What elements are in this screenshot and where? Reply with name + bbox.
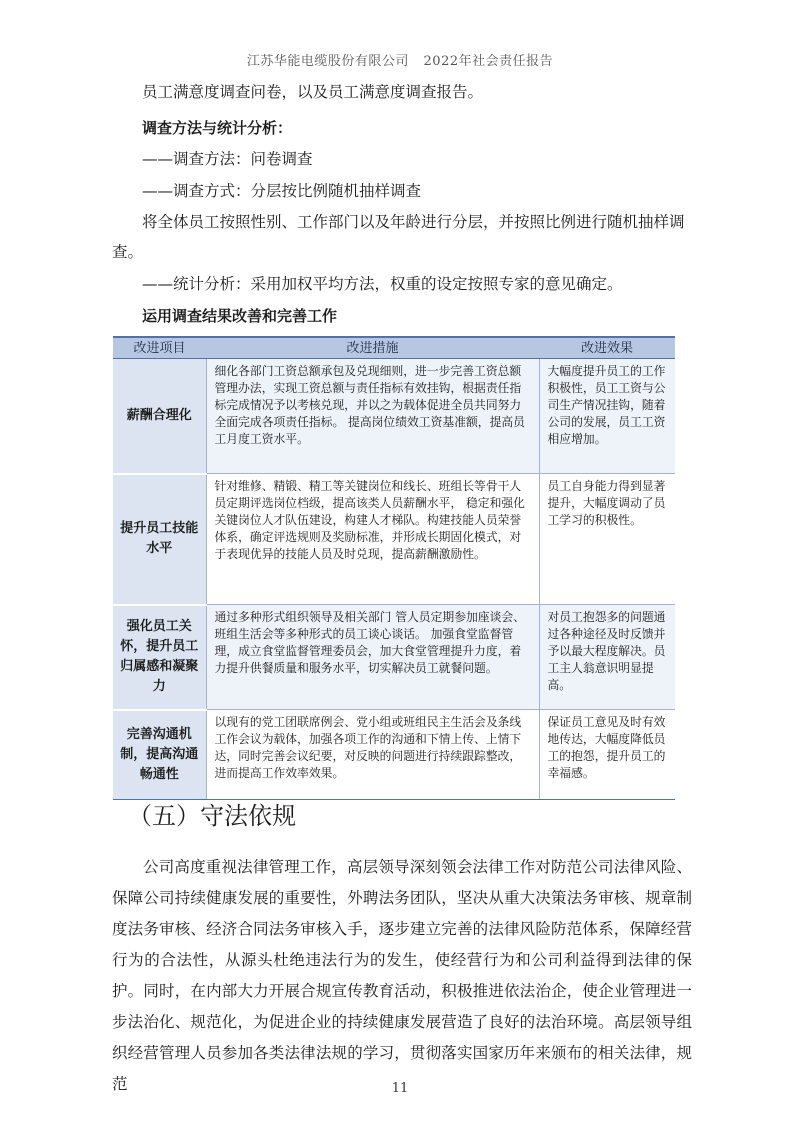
header-company: 江苏华能电缆股份有限公司 <box>246 54 409 69</box>
table-row <box>113 710 675 800</box>
measure-cell: 细化各部门工资总额承包及兑现细则，进一步完善工资总额管理办法，实现工资总额与责任指标有效挂钩，根据责任指标完成情况予以考核兑现，并以之为载体促进全员共同努力全面完成各项责任指标。 提高岗位绩效工资基准额，提高员工月度工资水平。 <box>206 359 539 474</box>
measure-cell: 通过多种形式组织领导及相关部门 管人员定期参加座谈会、班组生活会等多种形式的员工谈心谈话。 加强食堂监督管理，成立食堂监督管理委员会，加大食堂管理提升力度，着力提升供餐质量和服务水平，切实解决员工就餐问题。 <box>206 605 539 710</box>
improvement-table <box>113 336 675 800</box>
item-cell: 薪酬合理化 <box>113 359 206 474</box>
col-header-effect: 改进效果 <box>539 337 675 359</box>
measure-cell: 以现有的党工团联席例会、党小组或班组民主生活会及条线工作会议为载体，加强各项工作的沟通和下情上传、上情下达，同时完善会议纪要，对反映的问题进行持续跟踪整改，进而提高工作效率效果。 <box>206 710 539 800</box>
item-cell: 强化员工关怀，提升员工归属感和凝聚力 <box>113 605 206 710</box>
effect-cell: 保证员工意见及时有效地传达，大幅度降低员工的抱怨，提升员工的幸福感。 <box>539 710 675 800</box>
effect-cell: 对员工抱怨多的问题通过各种途径及时反馈并予以最大程度解决。员工主人翁意识明显提高。 <box>539 605 675 710</box>
col-header-item: 改进项目 <box>113 337 206 359</box>
header-report: 2022年社会责任报告 <box>423 54 554 69</box>
effect-cell: 大幅度提升员工的工作积极性，员工工资与公司生产情况挂钩，随着公司的发展，员工工资相应增加。 <box>539 359 675 474</box>
apply-heading: 运用调查结果改善和完善工作 <box>142 307 338 325</box>
section-body: 公司高度重视法律管理工作，高层领导深刻领会法律工作对防范公司法律风险、保障公司持续健康发展的重要性，外聘法务团队，坚决从重大决策法务审核、规章制度法务审核、经济合同法务审核入手，逐步建立完善的法律风险防范体系，保障经营行为的合法性，从源头杜绝违法行为的发生，使经营行为和公司利益得到法律的保护。同时，在内部大力开展合规宣传教育活动，积极推进依法治企，使企业管理进一步法治化、规范化，为促进企业的持续健康发展营造了良好的法治环境。高层领导组织经营管理人员参加各类法律法规的学习，贯彻落实国家历年来颁布的相关法律，规范 <box>112 858 692 1093</box>
method-line: ——调查方法：问卷调查 <box>142 150 313 168</box>
stats-line: ——统计分析：采用加权平均方法，权重的设定按照专家的意见确定。 <box>142 275 623 293</box>
measure-cell: 针对维修、精锻、精工等关键岗位和线长、班组长等骨干人员定期评选岗位档级，提高该类人员薪酬水平， 稳定和强化关键岗位人才队伍建设，构建人才梯队。构建技能人员荣誉体系，确定评选规则及奖励标准，并形成长期固化模式，对于表现优异的技能人员及时兑现，提高薪酬激励性。 <box>206 474 539 605</box>
stratify-line-1: 将全体员工按照性别、工作部门以及年龄进行分层，并按照比例进行随机抽样调 <box>142 213 685 231</box>
page-number: 11 <box>391 1081 409 1096</box>
table-row <box>113 474 675 605</box>
page-header <box>0 50 800 69</box>
method-heading: 调查方法与统计分析： <box>142 119 293 137</box>
effect-cell: 员工自身能力得到显著提升，大幅度调动了员工学习的积极性。 <box>539 474 675 605</box>
table-row <box>113 605 675 710</box>
intro-line: 员工满意度调查问卷，以及员工满意度调查报告。 <box>142 83 484 101</box>
stratify-line-2: 查。 <box>112 243 144 261</box>
table-header-row <box>113 337 675 359</box>
item-cell: 提升员工技能水平 <box>113 474 206 605</box>
col-header-measure: 改进措施 <box>206 337 539 359</box>
section-title: （五）守法依规 <box>128 802 296 830</box>
table-row <box>113 359 675 474</box>
mode-line: ——调查方式：分层按比例随机抽样调查 <box>142 182 422 200</box>
item-cell: 完善沟通机制，提高沟通畅通性 <box>113 710 206 800</box>
